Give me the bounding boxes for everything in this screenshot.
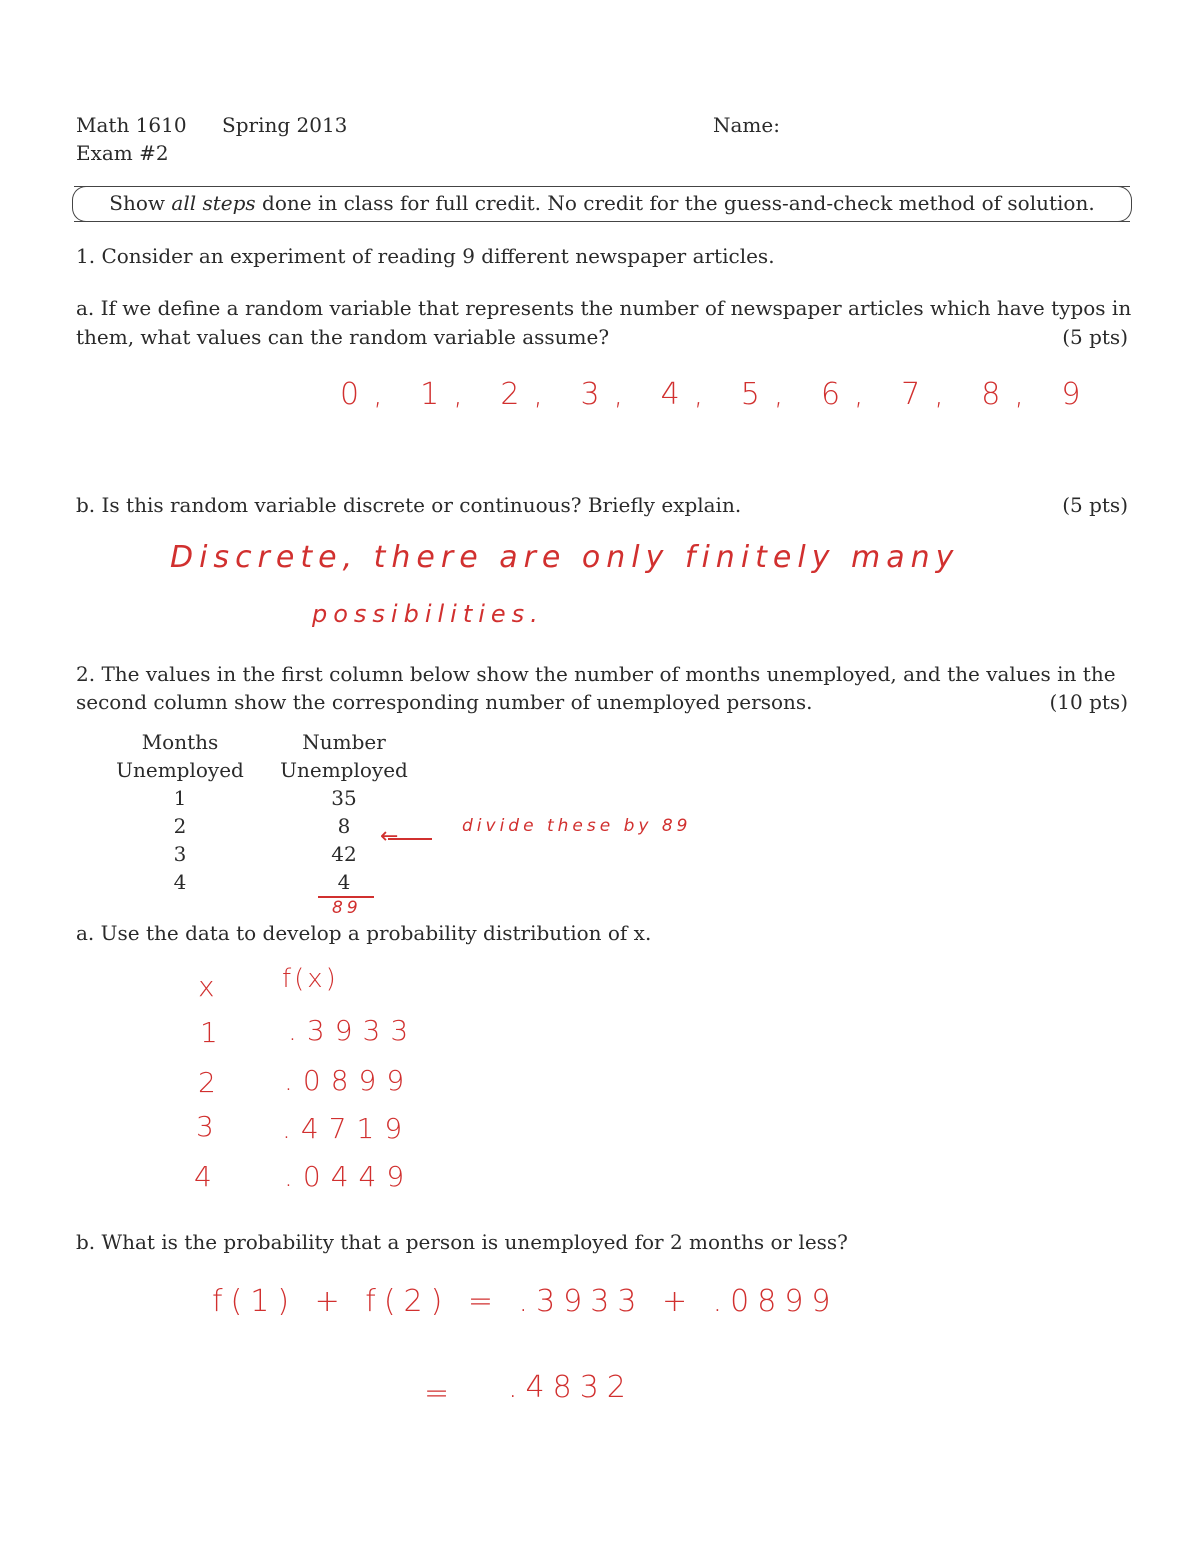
exam-label: Exam #2 <box>76 141 169 165</box>
term-label: Spring 2013 <box>222 113 348 137</box>
number-header-1: Number <box>302 730 386 754</box>
sum-total-note: 89 <box>332 898 362 918</box>
q2b-answer-line1: f(1) + f(2) = .3933 + .0899 <box>212 1284 839 1319</box>
dist-x-value: 1 <box>200 1016 228 1049</box>
q1b-points: (5 pts) <box>1062 493 1128 517</box>
number-cell: 35 <box>331 786 357 810</box>
number-cell: 42 <box>331 842 357 866</box>
q1a-answer: 0, 1, 2, 3, 4, 5, 6, 7, 8, 9 <box>340 377 1095 412</box>
q2b-answer-equals: = <box>424 1376 456 1411</box>
instructions-banner <box>74 186 1130 222</box>
instructions-text <box>74 191 1130 215</box>
q1-prompt: 1. Consider an experiment of reading 9 different newspaper articles. <box>76 244 775 268</box>
dist-fx-value: .4719 <box>282 1112 413 1145</box>
q2b-prompt: b. What is the probability that a person is unemployed for 2 months or less? <box>76 1230 848 1254</box>
number-cell: 4 <box>337 870 351 894</box>
months-cell: 1 <box>173 786 187 810</box>
dist-x-value: 3 <box>196 1110 224 1143</box>
q2-prompt-line2: second column show the corresponding number of unemployed persons. <box>76 690 813 714</box>
dist-x-header: x <box>198 970 221 1003</box>
months-header-2: Unemployed <box>116 758 244 782</box>
number-cell: 8 <box>337 814 351 838</box>
dist-fx-value: .0449 <box>284 1160 415 1193</box>
table-col-number <box>274 728 414 896</box>
table-col-months <box>110 728 250 896</box>
months-header-1: Months <box>141 730 219 754</box>
q1b-answer-line1: Discrete, there are only finitely many <box>170 540 960 575</box>
q1b-answer-line2: possibilities. <box>312 600 544 628</box>
dist-x-value: 4 <box>194 1160 222 1193</box>
dist-x-value: 2 <box>198 1066 226 1099</box>
q1a-prompt-line2: them, what values can the random variable assume? <box>76 325 610 349</box>
divide-note: divide these by 89 <box>462 816 692 836</box>
q2-points: (10 pts) <box>1049 690 1128 714</box>
q1a-prompt-line1: a. If we define a random variable that represents the number of newspaper articles which have typos in <box>76 296 1132 320</box>
instructions-after: done in class for full credit. No credit for the guess-and-check method of solution. <box>255 191 1095 215</box>
q2b-answer-value: .4832 <box>508 1370 634 1405</box>
months-cell: 3 <box>173 842 187 866</box>
q2-prompt-line1: 2. The values in the first column below show the number of months unemployed, and the values in the <box>76 662 1116 686</box>
name-label: Name: <box>713 113 780 137</box>
course-label: Math 1610 <box>76 113 187 137</box>
months-cell: 2 <box>173 814 187 838</box>
q1a-points: (5 pts) <box>1062 325 1128 349</box>
dist-fx-header: f(x) <box>282 964 339 994</box>
instructions-before: Show <box>109 191 172 215</box>
dist-fx-value: .3933 <box>288 1014 419 1047</box>
dist-fx-value: .0899 <box>284 1064 415 1097</box>
q1b-prompt: b. Is this random variable discrete or continuous? Briefly explain. <box>76 493 742 517</box>
q2a-prompt: a. Use the data to develop a probability distribution of x. <box>76 921 652 945</box>
instructions-emphasis: all steps <box>171 191 256 215</box>
arrow-left-icon: ← <box>380 824 399 849</box>
number-header-2: Unemployed <box>280 758 408 782</box>
months-cell: 4 <box>173 870 187 894</box>
